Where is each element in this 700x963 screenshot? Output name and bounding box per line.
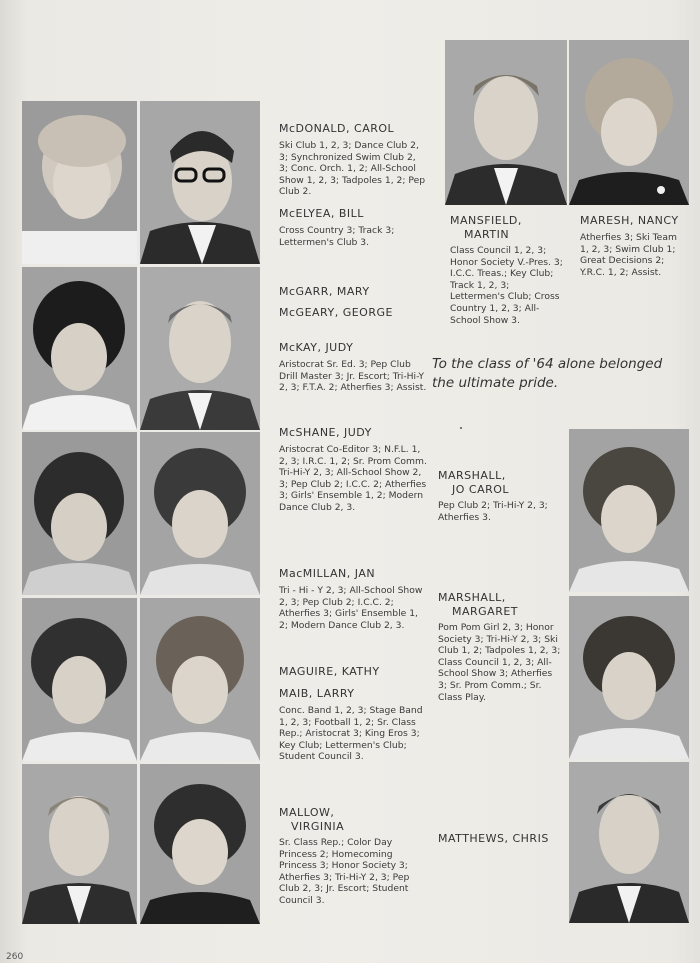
print-speck: [460, 427, 462, 429]
photo-maib-larry: [22, 764, 137, 924]
student-name: McDONALD, CAROL: [279, 122, 395, 135]
student-name: McGARR, MARY: [279, 285, 370, 298]
student-name: MacMILLAN, JAN: [279, 567, 376, 580]
student-name: MATTHEWS, CHRIS: [438, 832, 549, 845]
student-activities: Tri - Hi - Y 2, 3; All-School Show 2, 3; Pep Club 2; I.C.C. 2; Atherfies 3; Girls' Ensemble 1, 2; Modern Dance Club 2, 3.: [279, 585, 423, 631]
student-name: MAIB, LARRY: [279, 687, 355, 700]
photo-maresh-nancy: [569, 40, 689, 205]
student-activities: Ski Club 1, 2, 3; Dance Club 2, 3; Synchronized Swim Club 2, 3; Conc. Orch. 1, 2; All-School Show 1, 2, 3; Tadpoles 1, 2; Pep Club 2.: [279, 140, 426, 198]
student-name-line2: VIRGINIA: [291, 820, 345, 833]
entry-mansfield-martin: [450, 214, 564, 326]
photo-macmillan-jan: [22, 598, 137, 761]
photo-mcgeary-george: [140, 267, 260, 430]
entry-maresh-nancy: [580, 214, 688, 278]
photo-maguire-kathy: [140, 598, 260, 761]
student-name-line2: MARTIN: [464, 228, 510, 241]
photo-marshall-margaret: [569, 596, 689, 759]
page-number: 260: [6, 952, 24, 962]
student-activities: Aristocrat Co-Editor 3; N.F.L. 1, 2, 3; I.R.C. 1, 2; Sr. Prom Comm. Tri-Hi-Y 2, 3; All-School Show 2, 3; Pep Club 2; I.C.C. 2; Atherfies 3; Girls' Ensemble 1, 2; Modern Dance Club 2, 3.: [279, 444, 427, 513]
photo-caption: To the class of '64 alone belonged the ultimate pride.: [432, 356, 663, 391]
student-name: McSHANE, JUDY: [279, 426, 372, 439]
entry-matthews-chris: [438, 832, 564, 846]
photo-mcdonald-carol: [22, 101, 137, 264]
photo-mckay-judy: [22, 432, 137, 595]
student-name: McELYEA, BILL: [279, 207, 364, 220]
entry-marshall-jo-carol: [438, 469, 564, 523]
student-name: MANSFIELD,: [450, 214, 522, 227]
entry-maguire-kathy: [279, 665, 427, 679]
entry-maib-larry: [279, 687, 427, 763]
entry-mcgarr-mary: [279, 285, 427, 299]
entry-mckay-judy: [279, 341, 427, 394]
student-name-line2: JO CAROL: [452, 483, 510, 496]
student-name: McGEARY, GEORGE: [279, 306, 393, 319]
photo-mallow-virginia: [140, 764, 260, 924]
photo-matthews-chris: [569, 762, 689, 923]
entry-mcshane-judy: [279, 426, 427, 514]
entry-mallow-virginia: [279, 806, 427, 907]
student-activities: Cross Country 3; Track 3; Lettermen's Club 3.: [279, 225, 395, 248]
student-name: McKAY, JUDY: [279, 341, 354, 354]
entry-mcgeary-george: [279, 306, 427, 320]
student-name-line2: MARGARET: [452, 605, 519, 618]
student-name: MARSHALL,: [438, 591, 506, 604]
student-activities: Conc. Band 1, 2, 3; Stage Band 1, 2, 3; Football 1, 2; Sr. Class Rep.; Aristocrat 3; King Eros 3; Key Club; Lettermen's Club; Student Council 3.: [279, 705, 423, 763]
student-name: MALLOW,: [279, 806, 335, 819]
photo-mansfield-martin: [445, 40, 567, 205]
entry-marshall-margaret: [438, 591, 564, 703]
photo-mcelyea-bill: [140, 101, 260, 264]
student-name: MARESH, NANCY: [580, 214, 679, 227]
student-activities: Pom Pom Girl 2, 3; Honor Society 3; Tri-Hi-Y 2, 3; Ski Club 1, 2; Tadpoles 1, 2, 3; Class Council 1, 2, 3; All-School Show 3; Atherfies 3; Sr. Prom Comm.; Sr. Class Play.: [438, 622, 561, 703]
student-activities: Atherfies 3; Ski Team 1, 2, 3; Swim Club 1; Great Decisions 2; Y.R.C. 1, 2; Assist.: [580, 232, 677, 278]
photo-marshall-jo-carol: [569, 429, 689, 592]
entry-mcdonald-carol: [279, 122, 427, 198]
photo-mcgarr-mary: [22, 267, 137, 430]
entry-macmillan-jan: [279, 567, 427, 631]
student-activities: Class Council 1, 2, 3; Honor Society V.-Pres. 3; I.C.C. Treas.; Key Club; Track 1, 2, 3; Lettermen's Club; Cross Country 1, 2, 3; All-School Show 3.: [450, 245, 563, 326]
student-activities: Aristocrat Sr. Ed. 3; Pep Club Drill Master 3; Jr. Escort; Tri-Hi-Y 2, 3; F.T.A. 2; Atherfies 3; Assist.: [279, 359, 427, 394]
entry-mcelyea-bill: [279, 207, 427, 248]
student-name: MAGUIRE, KATHY: [279, 665, 380, 678]
photo-mcshane-judy: [140, 432, 260, 595]
student-activities: Pep Club 2; Tri-Hi-Y 2, 3; Atherfies 3.: [438, 500, 548, 523]
student-activities: Sr. Class Rep.; Color Day Princess 2; Homecoming Princess 3; Honor Society 3; Atherfies 3; Tri-Hi-Y 2, 3; Pep Club 2, 3; Jr. Escort; Student Council 3.: [279, 837, 410, 906]
student-name: MARSHALL,: [438, 469, 506, 482]
